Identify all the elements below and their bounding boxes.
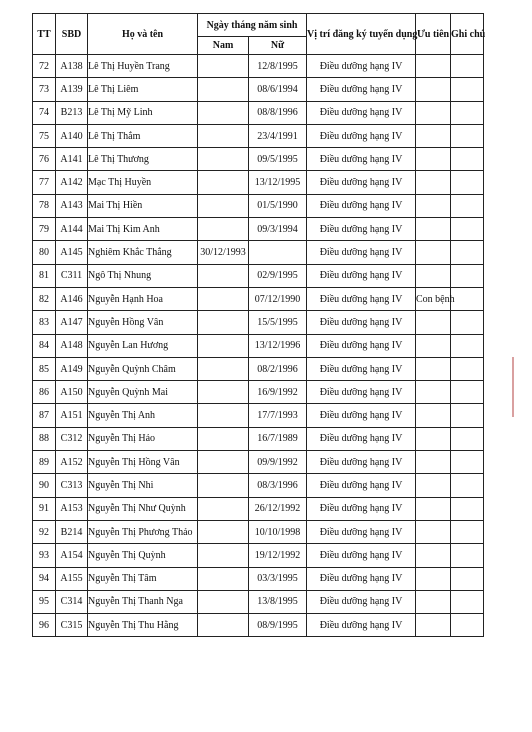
cell-note bbox=[451, 311, 484, 334]
cell-note bbox=[451, 55, 484, 78]
cell-position: Điều dưỡng hạng IV bbox=[307, 194, 416, 217]
cell-dob-female: 03/3/1995 bbox=[249, 567, 307, 590]
cell-tt: 80 bbox=[33, 241, 56, 264]
table-row bbox=[33, 124, 484, 147]
header-male: Nam bbox=[198, 37, 249, 55]
cell-sbd: C315 bbox=[56, 614, 88, 637]
cell-priority bbox=[416, 148, 451, 171]
cell-sbd: A152 bbox=[56, 451, 88, 474]
cell-tt: 82 bbox=[33, 287, 56, 310]
cell-priority bbox=[416, 218, 451, 241]
cell-priority bbox=[416, 520, 451, 543]
cell-tt: 95 bbox=[33, 590, 56, 613]
cell-dob-female: 08/3/1996 bbox=[249, 474, 307, 497]
header-priority: Ưu tiên bbox=[416, 14, 451, 55]
candidate-table bbox=[32, 13, 484, 637]
table-row bbox=[33, 218, 484, 241]
cell-dob-female: 07/12/1990 bbox=[249, 287, 307, 310]
cell-priority bbox=[416, 241, 451, 264]
cell-position: Điều dưỡng hạng IV bbox=[307, 357, 416, 380]
cell-name: Lê Thị Thắm bbox=[88, 124, 198, 147]
cell-name: Lê Thị Thương bbox=[88, 148, 198, 171]
cell-tt: 81 bbox=[33, 264, 56, 287]
cell-name: Nguyễn Quỳnh Châm bbox=[88, 357, 198, 380]
cell-dob-male bbox=[198, 520, 249, 543]
cell-dob-female: 09/5/1995 bbox=[249, 148, 307, 171]
cell-dob-female: 10/10/1998 bbox=[249, 520, 307, 543]
cell-note bbox=[451, 427, 484, 450]
cell-sbd: A148 bbox=[56, 334, 88, 357]
cell-note bbox=[451, 101, 484, 124]
cell-dob-female: 13/12/1996 bbox=[249, 334, 307, 357]
cell-tt: 89 bbox=[33, 451, 56, 474]
table-row bbox=[33, 614, 484, 637]
cell-tt: 83 bbox=[33, 311, 56, 334]
table-row bbox=[33, 264, 484, 287]
cell-position: Điều dưỡng hạng IV bbox=[307, 241, 416, 264]
cell-position: Điều dưỡng hạng IV bbox=[307, 474, 416, 497]
table-row bbox=[33, 404, 484, 427]
cell-sbd: A154 bbox=[56, 544, 88, 567]
table-row bbox=[33, 78, 484, 101]
cell-dob-female: 15/5/1995 bbox=[249, 311, 307, 334]
cell-priority bbox=[416, 101, 451, 124]
cell-name: Nguyễn Thị Thanh Nga bbox=[88, 590, 198, 613]
cell-name: Lê Thị Liêm bbox=[88, 78, 198, 101]
cell-dob-male: 30/12/1993 bbox=[198, 241, 249, 264]
table-row bbox=[33, 427, 484, 450]
cell-name: Nguyễn Thị Như Quỳnh bbox=[88, 497, 198, 520]
cell-priority bbox=[416, 474, 451, 497]
cell-tt: 94 bbox=[33, 567, 56, 590]
cell-priority bbox=[416, 404, 451, 427]
cell-tt: 75 bbox=[33, 124, 56, 147]
cell-note bbox=[451, 218, 484, 241]
cell-sbd: A139 bbox=[56, 78, 88, 101]
cell-sbd: A151 bbox=[56, 404, 88, 427]
cell-priority: Con bệnh bbox=[416, 287, 451, 310]
cell-dob-female bbox=[249, 241, 307, 264]
cell-name: Nguyễn Thị Anh bbox=[88, 404, 198, 427]
header-sbd: SBD bbox=[56, 14, 88, 55]
cell-sbd: A145 bbox=[56, 241, 88, 264]
table-row bbox=[33, 171, 484, 194]
cell-note bbox=[451, 194, 484, 217]
cell-dob-male bbox=[198, 218, 249, 241]
cell-name: Nguyễn Hồng Vân bbox=[88, 311, 198, 334]
cell-position: Điều dưỡng hạng IV bbox=[307, 148, 416, 171]
cell-tt: 73 bbox=[33, 78, 56, 101]
cell-priority bbox=[416, 497, 451, 520]
cell-position: Điều dưỡng hạng IV bbox=[307, 520, 416, 543]
cell-sbd: A141 bbox=[56, 148, 88, 171]
cell-dob-male bbox=[198, 124, 249, 147]
cell-tt: 93 bbox=[33, 544, 56, 567]
cell-note bbox=[451, 78, 484, 101]
cell-sbd: A144 bbox=[56, 218, 88, 241]
cell-dob-male bbox=[198, 357, 249, 380]
cell-position: Điều dưỡng hạng IV bbox=[307, 218, 416, 241]
cell-sbd: A155 bbox=[56, 567, 88, 590]
table-row bbox=[33, 381, 484, 404]
cell-dob-female: 26/12/1992 bbox=[249, 497, 307, 520]
table-row bbox=[33, 497, 484, 520]
cell-priority bbox=[416, 55, 451, 78]
table-row bbox=[33, 287, 484, 310]
cell-dob-female: 19/12/1992 bbox=[249, 544, 307, 567]
cell-tt: 87 bbox=[33, 404, 56, 427]
cell-name: Nghiêm Khắc Thắng bbox=[88, 241, 198, 264]
cell-sbd: A143 bbox=[56, 194, 88, 217]
cell-position: Điều dưỡng hạng IV bbox=[307, 171, 416, 194]
cell-position: Điều dưỡng hạng IV bbox=[307, 311, 416, 334]
cell-priority bbox=[416, 614, 451, 637]
cell-dob-female: 02/9/1995 bbox=[249, 264, 307, 287]
cell-note bbox=[451, 474, 484, 497]
cell-position: Điều dưỡng hạng IV bbox=[307, 78, 416, 101]
cell-position: Điều dưỡng hạng IV bbox=[307, 404, 416, 427]
cell-sbd: A138 bbox=[56, 55, 88, 78]
cell-note bbox=[451, 520, 484, 543]
cell-note bbox=[451, 357, 484, 380]
cell-dob-male bbox=[198, 497, 249, 520]
cell-sbd: A146 bbox=[56, 287, 88, 310]
cell-sbd: C314 bbox=[56, 590, 88, 613]
table-row bbox=[33, 520, 484, 543]
cell-dob-male bbox=[198, 101, 249, 124]
cell-note bbox=[451, 590, 484, 613]
cell-tt: 92 bbox=[33, 520, 56, 543]
cell-dob-female: 17/7/1993 bbox=[249, 404, 307, 427]
cell-sbd: A153 bbox=[56, 497, 88, 520]
table-row bbox=[33, 357, 484, 380]
cell-sbd: C311 bbox=[56, 264, 88, 287]
cell-name: Nguyễn Hạnh Hoa bbox=[88, 287, 198, 310]
cell-position: Điều dưỡng hạng IV bbox=[307, 427, 416, 450]
cell-note bbox=[451, 264, 484, 287]
cell-priority bbox=[416, 427, 451, 450]
cell-dob-male bbox=[198, 78, 249, 101]
table-row bbox=[33, 590, 484, 613]
cell-priority bbox=[416, 590, 451, 613]
cell-dob-male bbox=[198, 567, 249, 590]
cell-sbd: A140 bbox=[56, 124, 88, 147]
cell-tt: 90 bbox=[33, 474, 56, 497]
cell-priority bbox=[416, 171, 451, 194]
cell-position: Điều dưỡng hạng IV bbox=[307, 497, 416, 520]
cell-priority bbox=[416, 381, 451, 404]
table-row bbox=[33, 544, 484, 567]
cell-priority bbox=[416, 194, 451, 217]
cell-sbd: C312 bbox=[56, 427, 88, 450]
cell-dob-male bbox=[198, 311, 249, 334]
cell-tt: 91 bbox=[33, 497, 56, 520]
cell-dob-male bbox=[198, 55, 249, 78]
cell-sbd: C313 bbox=[56, 474, 88, 497]
cell-tt: 78 bbox=[33, 194, 56, 217]
cell-position: Điều dưỡng hạng IV bbox=[307, 101, 416, 124]
cell-dob-male bbox=[198, 590, 249, 613]
cell-name: Ngô Thị Nhung bbox=[88, 264, 198, 287]
cell-note bbox=[451, 451, 484, 474]
table-row bbox=[33, 101, 484, 124]
cell-sbd: A147 bbox=[56, 311, 88, 334]
cell-tt: 74 bbox=[33, 101, 56, 124]
cell-dob-male bbox=[198, 287, 249, 310]
table-row bbox=[33, 148, 484, 171]
header-name: Họ và tên bbox=[88, 14, 198, 55]
cell-dob-female: 09/3/1994 bbox=[249, 218, 307, 241]
cell-tt: 77 bbox=[33, 171, 56, 194]
cell-dob-female: 08/9/1995 bbox=[249, 614, 307, 637]
cell-name: Lê Thị Mỹ Linh bbox=[88, 101, 198, 124]
table-row bbox=[33, 55, 484, 78]
cell-dob-female: 01/5/1990 bbox=[249, 194, 307, 217]
header-female: Nữ bbox=[249, 37, 307, 55]
table-row bbox=[33, 311, 484, 334]
cell-dob-male bbox=[198, 194, 249, 217]
cell-tt: 86 bbox=[33, 381, 56, 404]
cell-note bbox=[451, 334, 484, 357]
cell-position: Điều dưỡng hạng IV bbox=[307, 55, 416, 78]
cell-dob-male bbox=[198, 474, 249, 497]
header-date-of-birth: Ngày tháng năm sinh bbox=[198, 14, 307, 37]
table-row bbox=[33, 451, 484, 474]
cell-tt: 88 bbox=[33, 427, 56, 450]
cell-sbd: B214 bbox=[56, 520, 88, 543]
cell-dob-female: 16/7/1989 bbox=[249, 427, 307, 450]
header-tt: TT bbox=[33, 14, 56, 55]
cell-position: Điều dưỡng hạng IV bbox=[307, 287, 416, 310]
cell-name: Mai Thị Hiền bbox=[88, 194, 198, 217]
cell-name: Nguyễn Thị Hồng Vân bbox=[88, 451, 198, 474]
cell-note bbox=[451, 148, 484, 171]
cell-priority bbox=[416, 264, 451, 287]
cell-name: Nguyễn Quỳnh Mai bbox=[88, 381, 198, 404]
table-row bbox=[33, 567, 484, 590]
table-row bbox=[33, 474, 484, 497]
table-row bbox=[33, 194, 484, 217]
cell-dob-female: 12/8/1995 bbox=[249, 55, 307, 78]
cell-position: Điều dưỡng hạng IV bbox=[307, 264, 416, 287]
cell-priority bbox=[416, 311, 451, 334]
cell-dob-male bbox=[198, 614, 249, 637]
cell-position: Điều dưỡng hạng IV bbox=[307, 544, 416, 567]
page-edge-mark bbox=[512, 357, 514, 417]
cell-sbd: A150 bbox=[56, 381, 88, 404]
cell-position: Điều dưỡng hạng IV bbox=[307, 567, 416, 590]
cell-dob-female: 13/12/1995 bbox=[249, 171, 307, 194]
header-position: Vị trí đăng ký tuyển dụng bbox=[307, 14, 416, 55]
cell-name: Nguyễn Thị Quỳnh bbox=[88, 544, 198, 567]
cell-position: Điều dưỡng hạng IV bbox=[307, 381, 416, 404]
cell-dob-female: 08/8/1996 bbox=[249, 101, 307, 124]
table-row bbox=[33, 334, 484, 357]
cell-name: Mạc Thị Huyền bbox=[88, 171, 198, 194]
cell-name: Nguyễn Thị Tâm bbox=[88, 567, 198, 590]
cell-priority bbox=[416, 544, 451, 567]
cell-position: Điều dưỡng hạng IV bbox=[307, 590, 416, 613]
cell-tt: 84 bbox=[33, 334, 56, 357]
cell-note bbox=[451, 381, 484, 404]
cell-note bbox=[451, 287, 484, 310]
cell-note bbox=[451, 497, 484, 520]
cell-dob-male bbox=[198, 381, 249, 404]
cell-tt: 79 bbox=[33, 218, 56, 241]
cell-priority bbox=[416, 357, 451, 380]
cell-sbd: A142 bbox=[56, 171, 88, 194]
cell-dob-male bbox=[198, 404, 249, 427]
cell-dob-male bbox=[198, 544, 249, 567]
cell-name: Nguyễn Thị Hảo bbox=[88, 427, 198, 450]
cell-priority bbox=[416, 78, 451, 101]
cell-dob-male bbox=[198, 427, 249, 450]
cell-sbd: B213 bbox=[56, 101, 88, 124]
cell-dob-male bbox=[198, 334, 249, 357]
cell-name: Lê Thị Huyền Trang bbox=[88, 55, 198, 78]
cell-dob-female: 09/9/1992 bbox=[249, 451, 307, 474]
cell-note bbox=[451, 567, 484, 590]
cell-priority bbox=[416, 334, 451, 357]
cell-position: Điều dưỡng hạng IV bbox=[307, 334, 416, 357]
cell-dob-male bbox=[198, 451, 249, 474]
cell-dob-female: 23/4/1991 bbox=[249, 124, 307, 147]
cell-sbd: A149 bbox=[56, 357, 88, 380]
cell-dob-female: 16/9/1992 bbox=[249, 381, 307, 404]
cell-note bbox=[451, 544, 484, 567]
cell-name: Nguyễn Thị Nhi bbox=[88, 474, 198, 497]
cell-dob-female: 08/6/1994 bbox=[249, 78, 307, 101]
cell-priority bbox=[416, 451, 451, 474]
table-row bbox=[33, 241, 484, 264]
cell-dob-male bbox=[198, 264, 249, 287]
cell-priority bbox=[416, 124, 451, 147]
cell-tt: 72 bbox=[33, 55, 56, 78]
cell-dob-male bbox=[198, 171, 249, 194]
cell-position: Điều dưỡng hạng IV bbox=[307, 614, 416, 637]
cell-note bbox=[451, 614, 484, 637]
cell-tt: 85 bbox=[33, 357, 56, 380]
cell-name: Mai Thị Kim Anh bbox=[88, 218, 198, 241]
cell-note bbox=[451, 241, 484, 264]
cell-name: Nguyễn Thị Thu Hằng bbox=[88, 614, 198, 637]
cell-note bbox=[451, 171, 484, 194]
cell-name: Nguyễn Lan Hương bbox=[88, 334, 198, 357]
cell-tt: 96 bbox=[33, 614, 56, 637]
cell-name: Nguyễn Thị Phương Thảo bbox=[88, 520, 198, 543]
cell-position: Điều dưỡng hạng IV bbox=[307, 451, 416, 474]
cell-tt: 76 bbox=[33, 148, 56, 171]
cell-dob-female: 13/8/1995 bbox=[249, 590, 307, 613]
cell-note bbox=[451, 404, 484, 427]
header-note: Ghi chú bbox=[451, 14, 484, 55]
cell-dob-female: 08/2/1996 bbox=[249, 357, 307, 380]
cell-dob-male bbox=[198, 148, 249, 171]
cell-priority bbox=[416, 567, 451, 590]
cell-position: Điều dưỡng hạng IV bbox=[307, 124, 416, 147]
cell-note bbox=[451, 124, 484, 147]
